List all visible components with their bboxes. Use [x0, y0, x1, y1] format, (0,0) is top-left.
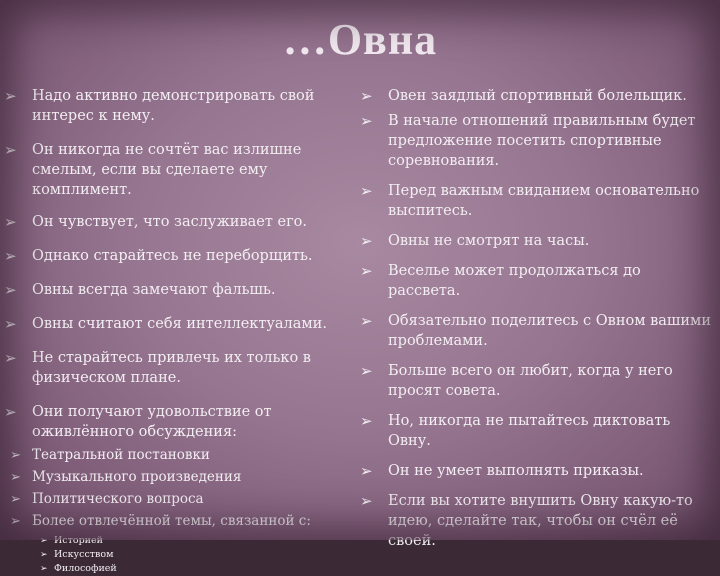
sub-sub-list-item: ➢ Философией [40, 563, 117, 574]
arrow-bullet-icon: ➢ [360, 362, 373, 380]
arrow-bullet-icon: ➢ [10, 470, 21, 485]
sub-list-item: ➢ Политического вопроса [10, 491, 204, 507]
arrow-bullet-icon: ➢ [40, 536, 48, 546]
list-item: ➢ Обязательно поделитесь с Овном вашими проблемами. [360, 312, 711, 349]
list-item: ➢ Перед важным свиданием основательно выспитесь. [360, 182, 700, 219]
sub-list-item: ➢ Более отвлечённой темы, связанной с: [10, 513, 311, 529]
arrow-bullet-icon: ➢ [10, 492, 21, 507]
sub-sub-list-item: ➢ Историей [40, 535, 103, 546]
arrow-bullet-icon: ➢ [10, 448, 21, 463]
list-item: ➢ Он никогда не сочтёт вас излишне смелым, если вы сделаете ему комплимент. [4, 141, 302, 198]
sub-sub-list [36, 534, 364, 576]
slide-title: …Овна [282, 15, 438, 64]
list-item: ➢ Веселье может продолжаться до рассвета. [360, 262, 641, 299]
list-item: ➢ Овен заядлый спортивный болельщик. [360, 87, 687, 105]
arrow-bullet-icon: ➢ [4, 141, 17, 159]
arrow-bullet-icon: ➢ [360, 182, 373, 200]
arrow-bullet-icon: ➢ [360, 412, 373, 430]
arrow-bullet-icon: ➢ [10, 514, 21, 529]
arrow-bullet-icon: ➢ [360, 232, 373, 250]
arrow-bullet-icon: ➢ [4, 403, 17, 421]
sub-list [4, 446, 364, 576]
arrow-bullet-icon: ➢ [4, 281, 17, 299]
list-item: ➢ Они получают удовольствие от оживлённого обсуждения: [4, 403, 272, 440]
list-item: ➢ Больше всего он любит, когда у него просят совета. [360, 362, 673, 399]
list-item: ➢ Он не умеет выполнять приказы. [360, 462, 644, 480]
list-item: ➢ Но, никогда не пытайтесь диктовать Овну. [360, 412, 671, 449]
arrow-bullet-icon: ➢ [360, 312, 373, 330]
list-item: ➢ Овны считают себя интеллектуалами. [4, 315, 327, 333]
sub-sub-list-item: ➢ Искусством [40, 549, 114, 560]
sub-list-item: ➢ Музыкального произведения [10, 469, 242, 485]
left-column [4, 86, 364, 576]
list-item: ➢ Он чувствует, что заслуживает его. [4, 213, 308, 231]
arrow-bullet-icon: ➢ [4, 213, 17, 231]
arrow-bullet-icon: ➢ [4, 315, 17, 333]
arrow-bullet-icon: ➢ [4, 349, 17, 367]
sub-list-item: ➢ Театральной постановки [10, 447, 210, 463]
arrow-bullet-icon: ➢ [360, 492, 373, 510]
list-item: ➢ Овны всегда замечают фальшь. [4, 281, 276, 299]
right-column [360, 86, 716, 559]
arrow-bullet-icon: ➢ [4, 247, 17, 265]
arrow-bullet-icon: ➢ [360, 87, 373, 105]
list-item: ➢ Надо активно демонстрировать свой интерес к нему. [4, 87, 315, 124]
list-item: ➢ Овны не смотрят на часы. [360, 232, 590, 250]
list-item: ➢ В начале отношений правильным будет предложение посетить спортивные соревнования. [360, 112, 696, 169]
list-item: ➢ Не старайтесь привлечь их только в физическом плане. [4, 349, 311, 386]
arrow-bullet-icon: ➢ [4, 87, 17, 105]
arrow-bullet-icon: ➢ [360, 112, 373, 130]
arrow-bullet-icon: ➢ [360, 262, 373, 280]
list-item: ➢ Однако старайтесь не переборщить. [4, 247, 313, 265]
arrow-bullet-icon: ➢ [40, 550, 48, 560]
list-item: ➢ Если вы хотите внушить Овну какую-то идею, сделайте так, чтобы он счёл её своей. [360, 492, 693, 549]
arrow-bullet-icon: ➢ [40, 564, 48, 574]
arrow-bullet-icon: ➢ [360, 462, 373, 480]
